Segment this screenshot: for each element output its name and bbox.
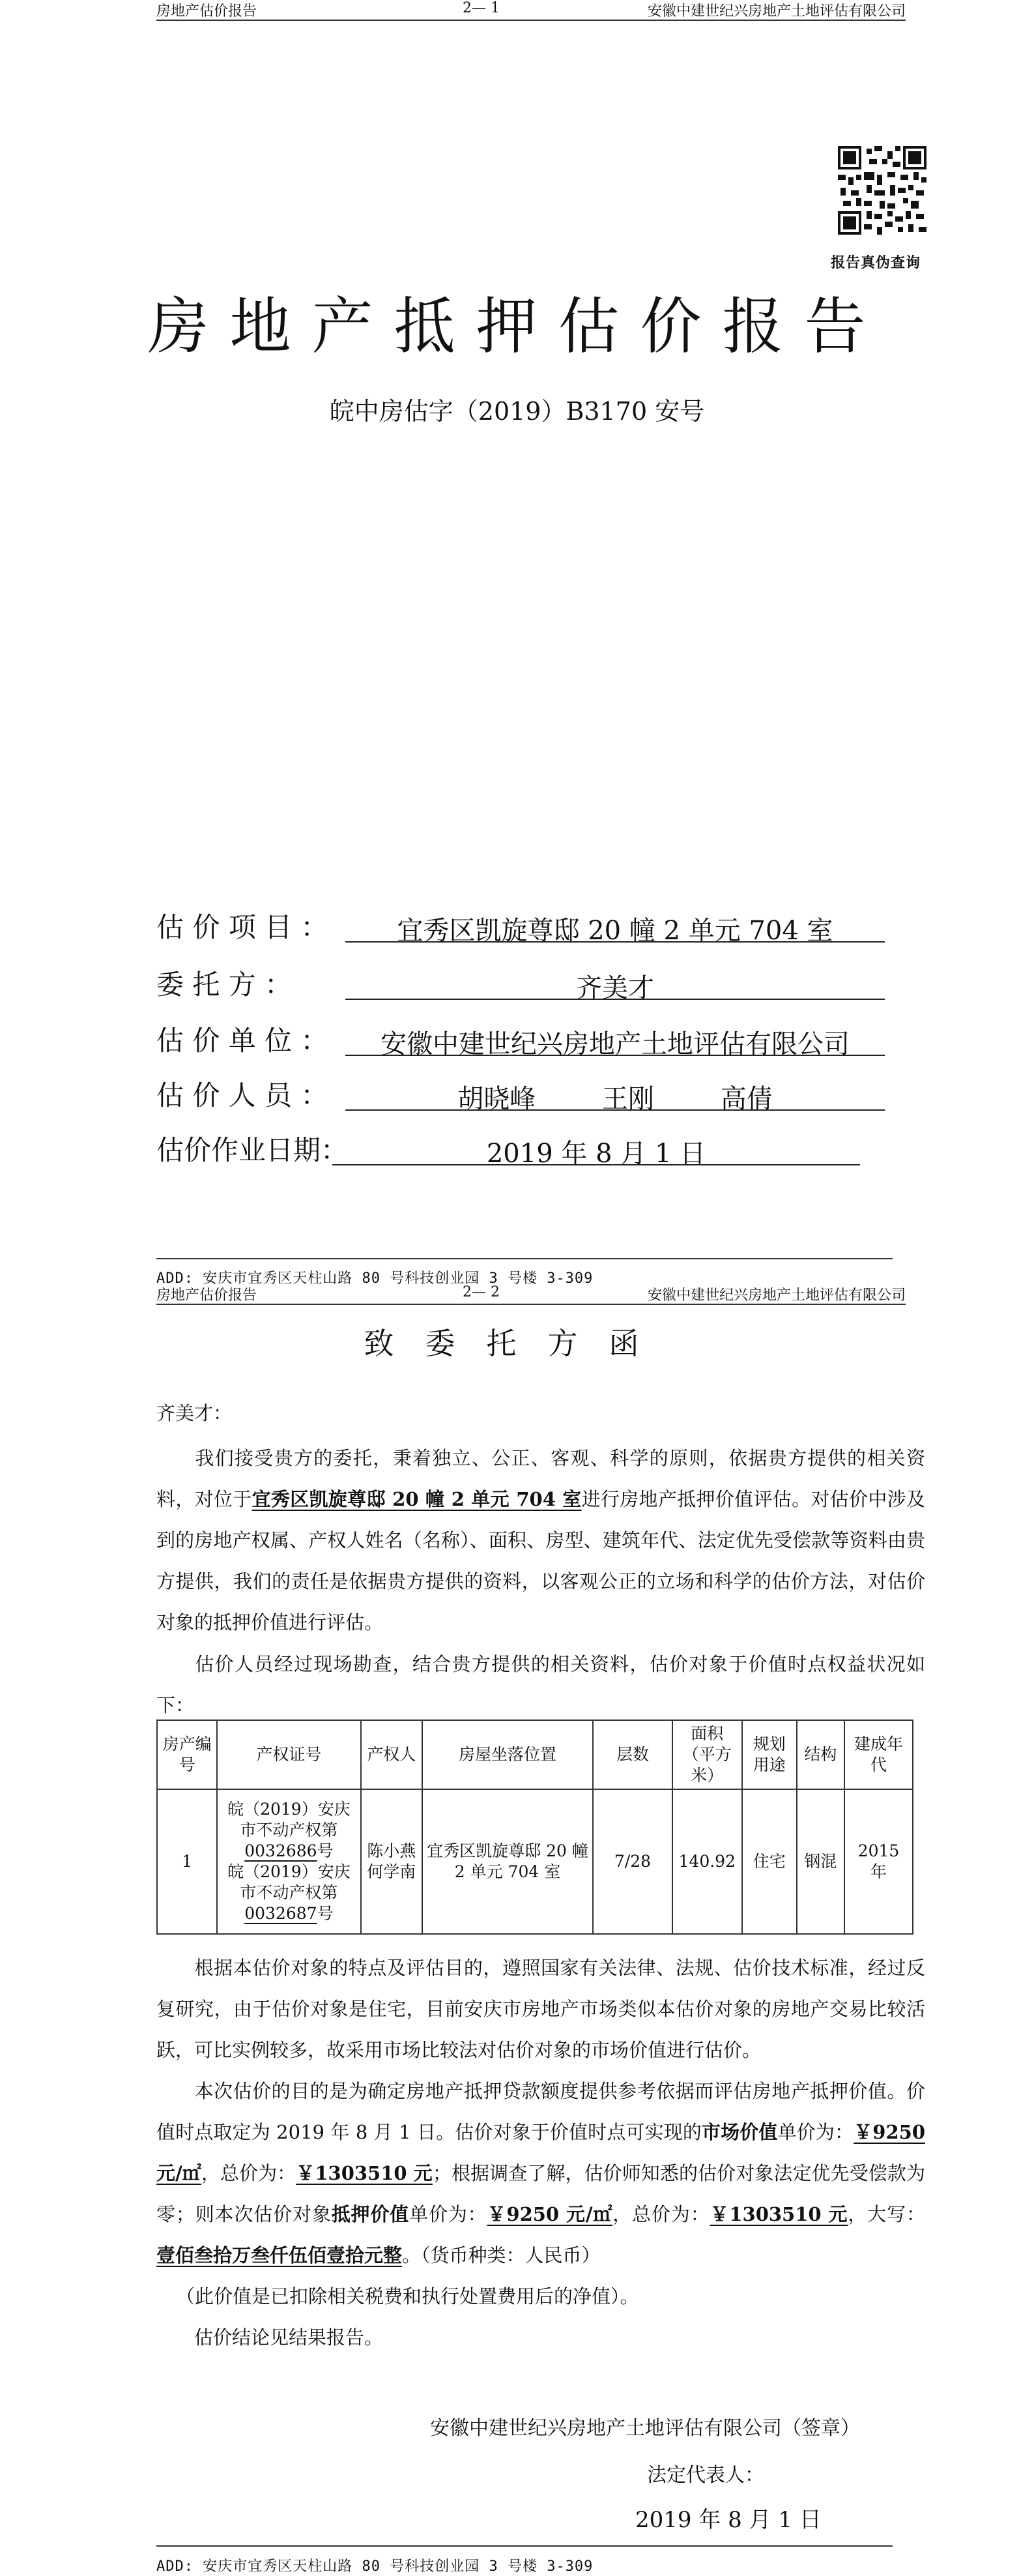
p1-text-c: 进行房地产抵押价值评估。对估价中涉及到的房地产权属、产权人姓名（名称）、面积、房型、建筑年代、法定优先受偿款等资料由贵方提供，我们的责任是依据贵方提供的资料，以客观公正的立场和科学的估价方法，对估价对象的抵押价值进行评估。: [156, 1488, 925, 1633]
p4-text: 本次估价的目的是为确定房地产抵押贷款额度提供参考依据而评估房地产抵押价值。价值时点取定为 2019 年 8 月 1 日。估价对象于价值时点可实现的: [156, 2080, 925, 2143]
header-left: 房地产估价报告: [156, 1287, 257, 1304]
p2-text: 估价人员经过现场勘查，结合贵方提供的相关资料，估价对象于价值时点权益状况如下：: [156, 1653, 925, 1716]
cell-certificates: [217, 1789, 360, 1934]
p1-text-a: 我们接受贵方的委托，秉着独立、公正、客观、科学的原则，依据贵方提供的相关资料，对位于: [156, 1447, 925, 1510]
table-header-cell: 建成年代: [844, 1720, 913, 1789]
header-rule: [156, 20, 906, 21]
market-unit-price: ￥9250 元/㎡: [156, 2121, 925, 2184]
paragraph-net-value: [176, 2276, 945, 2317]
cert2-suffix: 号: [317, 1904, 334, 1923]
header-page-number: 2— 1: [463, 0, 500, 16]
cell-no: 1: [157, 1789, 217, 1934]
header-left: 房地产估价报告: [156, 3, 257, 20]
cell-use: 住宅: [742, 1789, 797, 1934]
p5-text: （此价值是已扣除相关税费和执行处置费用后的净值）。: [176, 2285, 639, 2307]
cell-floors: 7/28: [593, 1789, 672, 1934]
table-header-cell: 产权人: [361, 1720, 422, 1789]
mortgage-value-label: 抵押价值: [331, 2203, 410, 2225]
page1-header: [156, 0, 906, 21]
header-page-number: 2— 2: [463, 1284, 500, 1300]
table-row: [157, 1789, 913, 1934]
salutation-text: 齐美才：: [156, 1402, 233, 1424]
header-company: 安徽中建世纪兴房地产土地评估有限公司: [647, 1287, 906, 1304]
cert1-number: 0032686: [244, 1841, 317, 1860]
cell-area: 140.92: [672, 1789, 742, 1934]
p3-text: 根据本估价对象的特点及评估目的，遵照国家有关法律、法规、估价技术标准，经过反复研究，由于估价对象是住宅，目前安庆市房地产市场类似本估价对象的房地产交易比较活跃，可比实例较多，故采用市场比较法对估价对象的市场价值进行估价。: [156, 1957, 925, 2061]
letter-title: 致委托方函: [364, 1326, 670, 1361]
signature-date: 2019 年 8 月 1 日: [635, 2507, 822, 2533]
cell-location: 宜秀区凯旋尊邸 20 幢 2 单元 704 室: [422, 1789, 593, 1934]
paragraph-inspection: [156, 1644, 925, 1726]
header-company: 安徽中建世纪兴房地产土地评估有限公司: [647, 3, 906, 20]
table-header-row: [157, 1720, 913, 1789]
p4-text: ；根据调查了解，估价师知悉的估价对象法定优先受偿款为零；则本次估价对象: [156, 2162, 925, 2225]
field-value: 2019 年 8 月 1 日: [332, 1133, 860, 1165]
table-header-cell: 产权证号: [217, 1720, 360, 1789]
p1-address: 宜秀区凯旋尊邸 20 幢 2 单元 704 室: [251, 1488, 582, 1510]
property-table: [156, 1720, 913, 1935]
header-rule: [156, 1304, 906, 1305]
footer-address: ADD: 安庆市宜秀区天柱山路 80 号科技创业园 3 号楼 3-309: [156, 1270, 594, 1287]
market-value-label: 市场价值: [702, 2121, 778, 2143]
p4-text: ，总价为：: [612, 2203, 710, 2225]
p4-text: 。（货币种类：人民币）: [402, 2244, 601, 2266]
table-header-cell: 层数: [593, 1720, 672, 1789]
report-title: 房地产抵押估价报告: [147, 291, 887, 362]
paragraph-valuation: [156, 2071, 925, 2276]
table-header-cell: 结构: [797, 1720, 844, 1789]
field-value: 胡晓峰 王刚 高倩: [345, 1078, 885, 1111]
cell-owner: 陈小燕 何学南: [361, 1789, 422, 1934]
p4-text: ，大写：: [848, 2203, 925, 2225]
cert2-text: 皖（2019）安庆市不动产权第: [227, 1862, 351, 1902]
qr-code-icon[interactable]: [838, 146, 926, 235]
mortgage-unit-price: ￥9250 元/㎡: [487, 2203, 613, 2225]
mortgage-total-price: ￥1303510 元: [710, 2203, 848, 2225]
table-header-cell: 规划用途: [742, 1720, 797, 1789]
field-label: 估 价 项 目 ：: [156, 911, 328, 943]
salutation: [156, 1393, 925, 1434]
p6-text: 估价结论见结果报告。: [194, 2326, 384, 2349]
amount-in-words: 壹佰叁拾万叁仟伍佰壹拾元整: [156, 2244, 403, 2266]
field-label: 估价作业日期：: [156, 1134, 349, 1166]
cert1-text: 皖（2019）安庆市不动产权第: [227, 1800, 351, 1839]
footer-rule: [156, 2545, 893, 2547]
table-header-cell: 面积（平方米）: [672, 1720, 742, 1789]
field-label: 估 价 单 位 ：: [156, 1025, 328, 1057]
signature-company: 安徽中建世纪兴房地产土地评估有限公司（签章）: [430, 2417, 860, 2440]
cell-structure: 钢混: [797, 1789, 844, 1934]
p4-text: ，总价为：: [201, 2162, 296, 2184]
paragraph-intro: [156, 1438, 925, 1643]
cell-year: 2015 年: [844, 1789, 913, 1934]
paragraph-method: [156, 1948, 925, 2071]
p4-text: 单价为：: [409, 2203, 487, 2225]
field-label: 委 托 方 ：: [156, 969, 293, 1001]
document-number: 皖中房估字（2019）B3170 安号: [329, 397, 705, 426]
footer-rule: [156, 1258, 893, 1259]
cert2-number: 0032687: [244, 1904, 317, 1923]
footer-address: ADD: 安庆市宜秀区天柱山路 80 号科技创业园 3 号楼 3-309: [156, 2558, 594, 2575]
p4-text: 单价为：: [777, 2121, 854, 2143]
table-header-cell: 房屋坐落位置: [422, 1720, 593, 1789]
field-label: 估 价 人 员 ：: [156, 1079, 328, 1111]
cert1-suffix: 号: [317, 1841, 334, 1860]
table-header-cell: 房产编号: [157, 1720, 217, 1789]
field-value: 齐美才: [345, 967, 885, 1000]
page2-header: [156, 1284, 906, 1305]
market-total-price: ￥1303510 元: [296, 2162, 433, 2184]
signature-legal-rep: 法定代表人：: [647, 2464, 764, 2487]
field-value: 安徽中建世纪兴房地产土地评估有限公司: [345, 1023, 885, 1056]
paragraph-conclusion: [156, 2317, 925, 2358]
field-value: 宜秀区凯旋尊邸 20 幢 2 单元 704 室: [345, 910, 885, 943]
qr-caption: 报告真伪查询: [831, 254, 921, 271]
